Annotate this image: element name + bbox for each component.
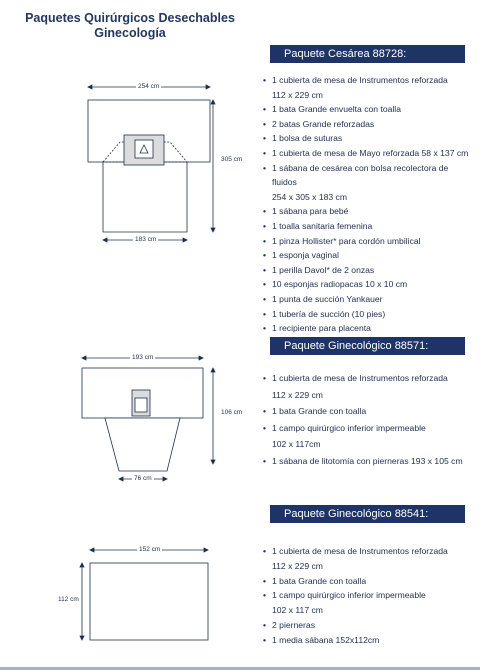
dim-bottom-cesarea: 183 cm [135,236,157,243]
dim-height-88571: 106 cm [221,409,243,416]
dim-width-88541: 152 cm [139,546,161,553]
list-item: • 1 bata Grande con toalla [263,574,475,589]
diagram-ginecologico-88571 [82,356,215,481]
list-item: • 1 cubierta de mesa de Instrumentos reforzada 112 x 229 cm [263,370,475,403]
list-item: • 1 cubierta de mesa de Mayo reforzada 58 x 137 cm [263,146,473,161]
package-header-88571: Paquete Ginecológico 88571: [270,337,465,355]
list-item: • 1 punta de succión Yankauer [263,292,473,307]
list-item: • 1 cubierta de mesa de Instrumentos reforzada 112 x 229 cm [263,73,473,102]
list-item: • 10 esponjas radiopacas 10 x 10 cm [263,277,473,292]
list-item: • 1 perilla Davol* de 2 onzas [263,263,473,278]
list-item: • 1 toalla sanitaria femenina [263,219,473,234]
list-item: • 2 batas Grande reforzadas [263,117,473,132]
item-list-88571 [263,370,475,469]
list-item: • 1 recipiente para placenta [263,321,473,336]
title-line-1: Paquetes Quirúrgicos Desechables [25,11,235,25]
list-item: • 1 esponja vaginal [263,248,473,263]
package-header-88541: Paquete Ginecológico 88541: [270,505,465,523]
list-item: • 1 bolsa de suturas [263,131,473,146]
list-item: • 2 pierneras [263,618,475,633]
item-list-cesarea [263,73,473,336]
package-header-cesarea: Paquete Cesárea 88728: [270,45,465,63]
list-item: • 1 sábana de cesárea con bolsa recolectora de fluidos 254 x 305 x 183 cm [263,161,473,205]
list-item: • 1 media sábana 152x112cm [263,633,475,648]
list-item: • 1 bata Grande envuelta con toalla [263,102,473,117]
title-line-2: Ginecología [94,26,166,40]
diagram-ginecologico-88541 [80,548,208,640]
list-item: • 1 sábana para bebé [263,204,473,219]
dim-bottom-88571: 76 cm [134,475,152,482]
list-item: • 1 cubierta de mesa de Instrumentos reforzada 112 x 229 cm [263,544,475,574]
diagram-cesarea [88,85,215,242]
list-item: • 1 campo quirúrgico inferior impermeable 102 x 117cm [263,420,475,453]
dim-height-cesarea: 305 cm [221,156,243,163]
list-item: • 1 campo quirúrgico inferior impermeable 102 x 117 cm [263,588,475,618]
list-item: • 1 tubería de succión (10 pies) [263,307,473,322]
list-item: • 1 bata Grande con toalla [263,403,475,420]
item-list-88541 [263,544,475,648]
list-item: • 1 sábana de litotomía con pierneras 193 x 105 cm [263,453,475,470]
dim-height-88541: 112 cm [58,596,79,603]
dim-width-88571: 193 cm [132,354,154,361]
list-item: • 1 pinza Hollister* para cordón umbilical [263,234,473,249]
dim-width-cesarea: 254 cm [138,83,160,90]
